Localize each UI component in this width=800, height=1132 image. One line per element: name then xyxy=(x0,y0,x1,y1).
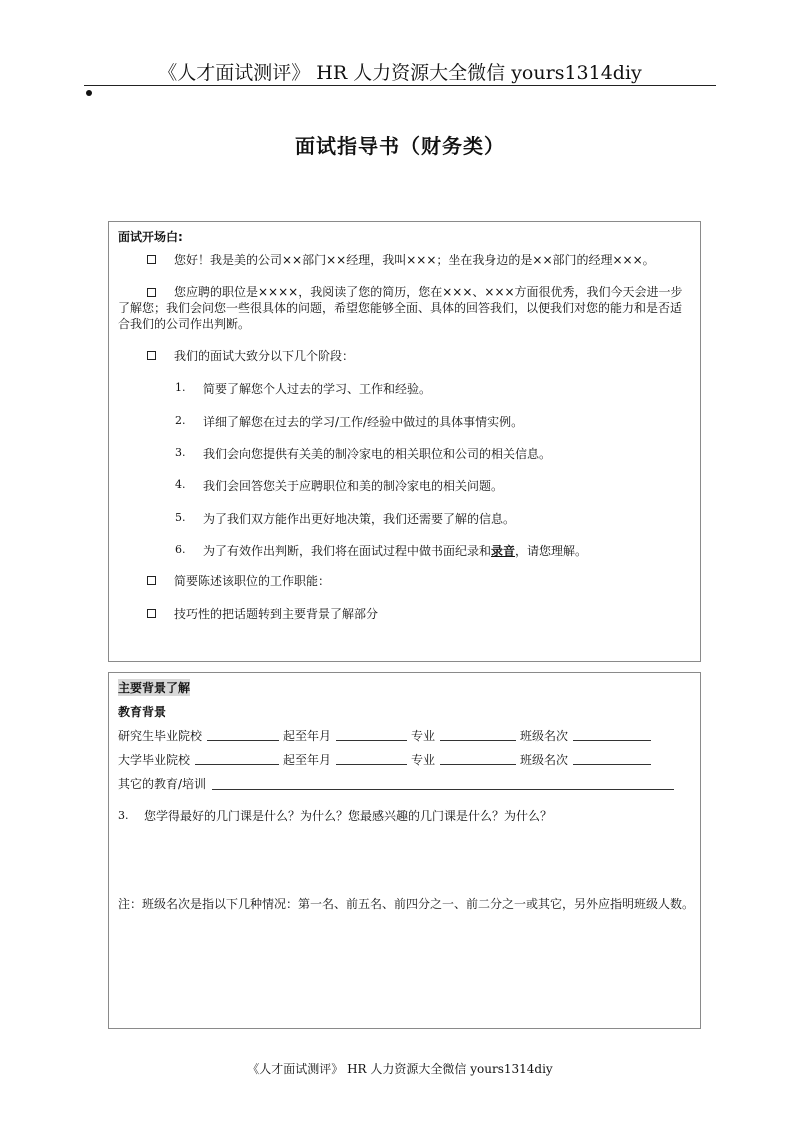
university-label: 大学毕业院校 xyxy=(118,753,191,767)
recording-emphasis: 录音 xyxy=(491,544,516,558)
major-label: 专业 xyxy=(411,753,436,767)
stage-text: 我们会向您提供有关美的制冷家电的相关职位和公司的相关信息。 xyxy=(203,447,552,461)
grad-school-field[interactable] xyxy=(207,740,279,741)
other-education-field[interactable] xyxy=(212,789,674,790)
grad-school-label: 研究生毕业院校 xyxy=(118,729,203,743)
question-number: 3. xyxy=(118,809,129,822)
stage-text: 简要了解您个人过去的学习、工作和经验。 xyxy=(203,382,432,396)
stages-intro: 我们的面试大致分以下几个阶段： xyxy=(174,349,355,363)
stage6-text-before: 为了有效作出判断，我们将在面试过程中做书面纪录和 xyxy=(203,544,492,558)
greeting-text: 您好！我是美的公司××部门××经理，我叫×××；坐在我身边的是××部门的经理×××。 xyxy=(174,253,655,267)
univ-major-field[interactable] xyxy=(440,764,516,765)
background-heading: 主要背景了解 xyxy=(118,681,191,695)
stage6-text-after: ，请您理解。 xyxy=(515,544,588,558)
start-end-label: 起至年月 xyxy=(283,729,332,743)
intro-paragraph: 您应聘的职位是××××，我阅读了您的简历，您在×××、×××方面很优秀，我们今天会进一步了解您；我们会问您一些很具体的问题，希望您能够全面、具体的回答我们，以便我们对您的能力和是否适合我们的公司作出判断。 xyxy=(118,285,683,331)
stage-number: 1. xyxy=(175,381,186,394)
grad-start-end-field[interactable] xyxy=(336,740,407,741)
education-heading: 教育背景 xyxy=(118,705,167,719)
stage-number: 5. xyxy=(175,511,186,524)
stage-number: 4. xyxy=(175,478,186,491)
checkbox-icon xyxy=(147,255,156,264)
document-title: 面试指导书（财务类） xyxy=(295,134,505,158)
class-rank-label: 班级名次 xyxy=(520,729,569,743)
stage-number: 3. xyxy=(175,446,186,459)
checkbox-icon xyxy=(147,351,156,360)
stage-text: 为了我们双方能作出更好地决策，我们还需要了解的信息。 xyxy=(203,512,516,526)
transition-prompt: 技巧性的把话题转到主要背景了解部分 xyxy=(174,607,379,621)
stage-text: 我们会回答您关于应聘职位和美的制冷家电的相关问题。 xyxy=(203,479,504,493)
background-box xyxy=(108,672,701,1029)
page-header: 《人才面试测评》 HR 人力资源大全微信 yours1314diy xyxy=(158,62,642,84)
stage-text: 详细了解您在过去的学习/工作/经验中做过的具体事情实例。 xyxy=(203,415,524,429)
class-rank-note: 注：班级名次是指以下几种情况：第一名、前五名、前四分之一、前二分之一或其它，另外应指明班级人数。 xyxy=(118,897,695,911)
grad-major-field[interactable] xyxy=(440,740,516,741)
bullet-dot xyxy=(86,90,92,96)
university-field[interactable] xyxy=(195,764,279,765)
stage-number: 2. xyxy=(175,414,186,427)
stage-text xyxy=(203,542,587,559)
checkbox-icon xyxy=(147,609,156,618)
question-text: 您学得最好的几门课是什么？为什么？您最感兴趣的几门课是什么？为什么？ xyxy=(144,809,553,823)
univ-class-rank-field[interactable] xyxy=(573,764,651,765)
start-end-label: 起至年月 xyxy=(283,753,332,767)
job-description-prompt: 简要陈述该职位的工作职能： xyxy=(174,574,331,588)
stage-number: 6. xyxy=(175,543,186,556)
opening-heading: 面试开场白: xyxy=(118,230,183,244)
univ-start-end-field[interactable] xyxy=(336,764,407,765)
other-education-label: 其它的教育/培训 xyxy=(118,777,207,791)
page-footer: 《人才面试测评》 HR 人力资源大全微信 yours1314diy xyxy=(247,1062,553,1076)
grad-class-rank-field[interactable] xyxy=(573,740,651,741)
checkbox-icon xyxy=(147,576,156,585)
header-rule xyxy=(84,85,716,86)
major-label: 专业 xyxy=(411,729,436,743)
class-rank-label: 班级名次 xyxy=(520,753,569,767)
